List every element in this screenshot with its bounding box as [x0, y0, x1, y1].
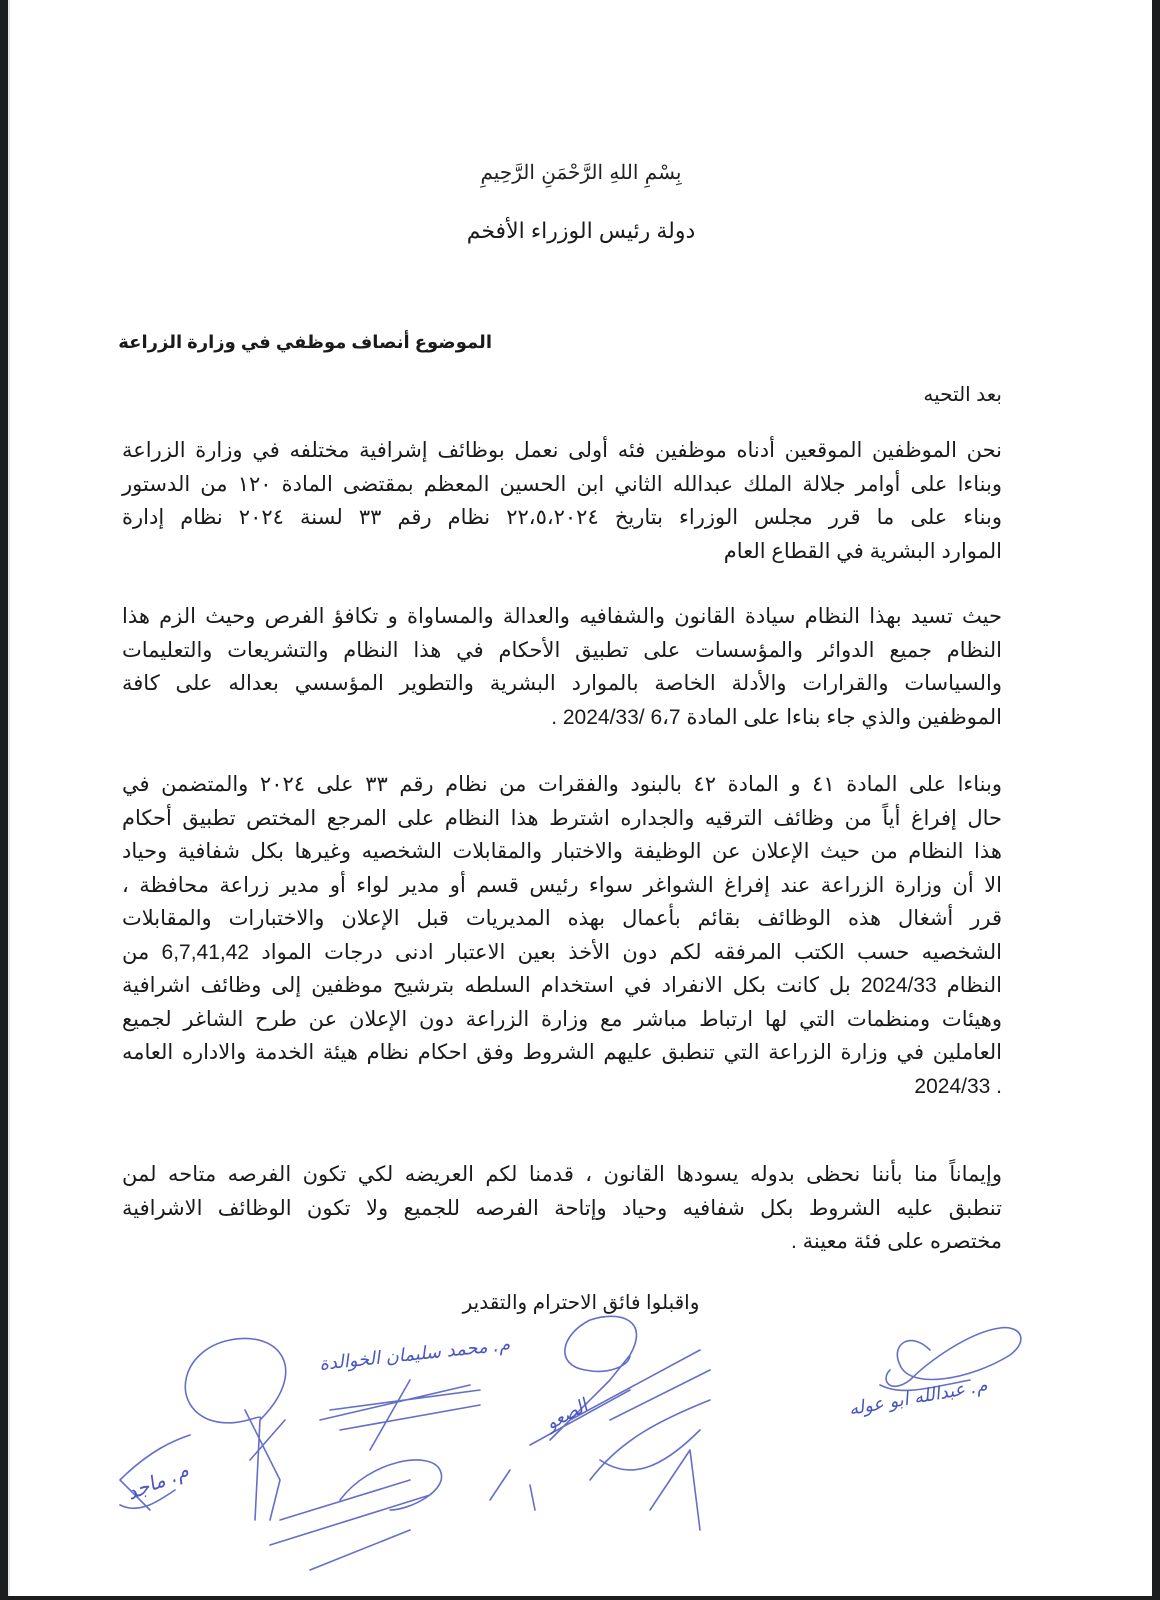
- document-page: [8, 0, 1152, 1596]
- signatures-svg: [10, 1310, 1152, 1590]
- signature-2: [318, 1334, 511, 1450]
- letter: [10, 0, 1152, 1596]
- paragraph-2: [122, 600, 1002, 734]
- basmala-heading: بِسْمِ اللهِ الرَّحْمَنِ الرَّحِيمِ: [480, 160, 682, 184]
- paragraph-line: الا أن وزارة الزراعة عند إفراغ الشواغر سواء رئيس قسم أو مدير لواء أو مدير زراعة محافظة ،: [122, 873, 1002, 897]
- paragraph-line: . 2024/33: [914, 1074, 1002, 1098]
- paragraph-line: العاملين في وزارة الزراعة التي تنطبق عليهم الشروط وفق احكام نظام هيئة الخدمة والاداره العامه: [122, 1041, 1002, 1064]
- paragraph-line: الموظفين والذي جاء بناءا على المادة 6،7 /2024/33 .: [551, 705, 1002, 729]
- signature-5: [847, 1328, 1021, 1420]
- paragraph-line: هذا النظام من حيث الإعلان عن الوظيفة والاختبار والمقابلات الشخصيه وغيرها بكل شفافية وحياد: [122, 840, 1002, 863]
- recipient-line: دولة رئيس الوزراء الأفخم: [466, 218, 696, 243]
- paragraph-line: النظام 2024/33 بل كانت بكل الانفراد في استخدام السلطه بترشيح موظفين إلى وظائف اشرافية: [122, 974, 1002, 997]
- paragraph-line: حيث تسيد بهذا النظام سيادة القانون والشفافيه والعدالة والمساواة و تكافؤ الفرص وحيث الزم هذا: [122, 605, 1002, 628]
- paragraph-line: حال إفراغ أياً من وظائف الترقيه والجداره اشترط هذا النظام على المرجع المختص تطبيق أحكام: [122, 806, 1002, 830]
- paragraph-line: وإيماناً منا بأننا نحظى بدوله يسودها القانون ، قدمنا لكم العريضه لكي تكون الفرصه متاحه لمن: [122, 1163, 1002, 1186]
- paragraph-line: وبناءا على أوامر جلالة الملك عبدالله الثاني ابن الحسين المعظم بمقتضى المادة ١٢٠ من الدستور: [122, 472, 1003, 496]
- paragraph-line: وبناء على ما قرر مجلس الوزراء بتاريخ ٢٢،٥،٢٠٢٤ نظام رقم ٣٣ لسنة ٢٠٢٤ نظام إدارة: [122, 506, 1002, 529]
- paragraph-line: قرر أشغال هذه الوظائف بقائم بأعمال بهذه المديريات قبل الإعلان والاختبارات والمقابلات: [122, 907, 1002, 930]
- paragraph-line: الموارد البشرية في القطاع العام: [723, 539, 1002, 563]
- signature-3: [490, 1316, 710, 1530]
- paragraph-1: [122, 434, 1002, 568]
- paragraph-3: [122, 768, 1002, 1103]
- closing-line: واقبلوا فائق الاحترام والتقدير: [462, 1292, 700, 1314]
- paragraph-line: مختصره على فئة معينة .: [790, 1230, 1002, 1253]
- signatures-area: [10, 1310, 1152, 1590]
- signature-2-name: م. محمد سليمان الخوالدة: [318, 1334, 511, 1375]
- signature-4: [270, 1460, 442, 1570]
- signature-5-name: م. عبدالله ابو عوله: [847, 1374, 989, 1420]
- paragraph-line: نحن الموظفين الموقعين أدناه موظفين فئه أولى نعمل بوظائف إشرافية مختلفه في وزارة الزراعة: [122, 439, 1002, 462]
- signature-3-name: الصعو: [542, 1395, 592, 1435]
- paragraph-line: وهيئات ومنظمات التي لها ارتباط مباشر مع وزارة الزراعة دون الإعلان عن طرح الشاغر لجميع: [122, 1007, 1002, 1031]
- paragraph-line: الشخصيه حسب الكتب المرفقه لكم دون الأخذ بعين الاعتبار ادنى درجات المواد 6,7,41,42 من: [122, 940, 1002, 964]
- signature-1-name: م. ماجد: [122, 1458, 192, 1505]
- paragraph-4: [122, 1158, 1002, 1259]
- paragraph-line: وبناءا على المادة ٤١ و المادة ٤٢ بالبنود والفقرات من نظام رقم ٣٣ على ٢٠٢٤ والمتضمن في: [122, 773, 1003, 796]
- paragraph-line: النظام جميع الدوائر والمؤسسات على تطبيق الأحكام في هذا النظام والتشريعات والتعليمات: [122, 638, 1002, 662]
- paragraph-line: والسياسات والقرارات والأدلة الخاصة بالموارد البشرية والتطوير المؤسسي بعداله على كافة: [122, 672, 1002, 695]
- signature-1: [120, 1338, 286, 1520]
- paragraph-line: تنطبق عليه الشروط بكل شفافيه وحياد وإتاحة الفرصه للجميع ولا تكون الوظائف الاشرافية: [122, 1196, 1002, 1220]
- subject-line: الموضوع أنصاف موظفي في وزارة الزراعة: [118, 332, 492, 352]
- greeting: بعد التحيه: [923, 384, 1002, 406]
